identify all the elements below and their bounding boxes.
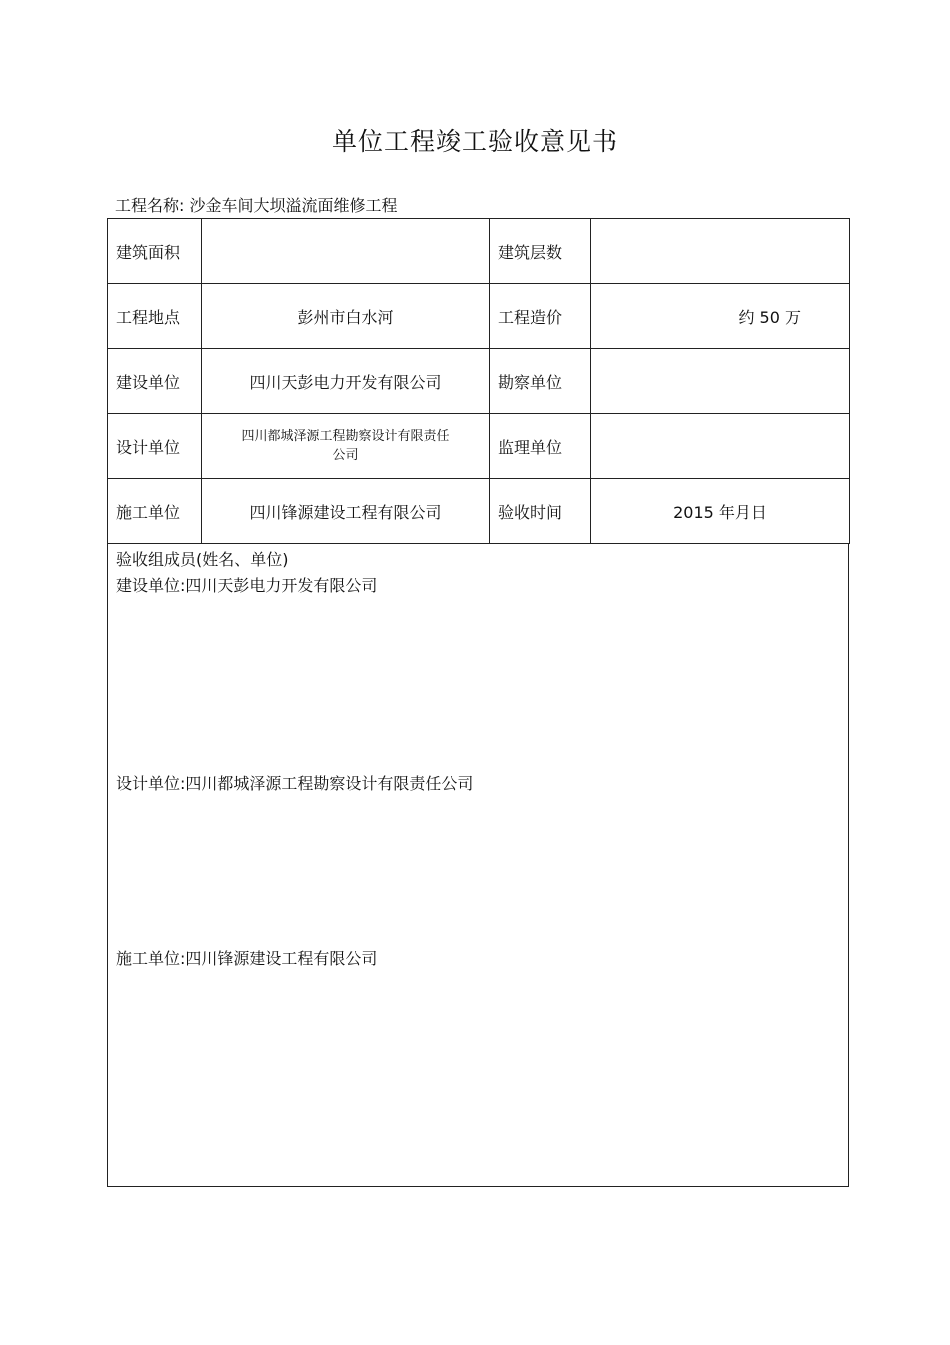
- table-row-location: [108, 284, 850, 349]
- location-value: 彭州市白水河: [202, 284, 490, 349]
- table-row-construction-unit: [108, 349, 850, 414]
- construction-unit-value: 四川天彭电力开发有限公司: [202, 349, 490, 414]
- builder-value: 四川锋源建设工程有限公司: [202, 479, 490, 544]
- table-row-builder: [108, 479, 850, 544]
- table-row-building-area: [108, 219, 850, 284]
- survey-unit-value: [591, 349, 850, 414]
- survey-unit-label: 勘察单位: [490, 349, 591, 414]
- acceptance-time-value: 2015 年月日: [591, 479, 850, 544]
- building-area-label: 建筑面积: [108, 219, 202, 284]
- design-unit-label: 设计单位: [108, 414, 202, 479]
- acceptance-time-label: 验收时间: [490, 479, 591, 544]
- project-name-value: 沙金车间大坝溢流面维修工程: [189, 196, 398, 215]
- members-design-unit: 设计单位:四川都城泽源工程勘察设计有限责任公司: [116, 774, 474, 793]
- construction-unit-label: 建设单位: [108, 349, 202, 414]
- members-builder-unit: 施工单位:四川锋源建设工程有限公司: [116, 949, 378, 968]
- builder-label: 施工单位: [108, 479, 202, 544]
- project-name-line: [115, 193, 398, 216]
- design-unit-value: [202, 414, 490, 479]
- members-heading: 验收组成员(姓名、单位): [116, 550, 289, 569]
- document-title: 单位工程竣工验收意见书: [331, 127, 618, 156]
- building-area-value: [202, 219, 490, 284]
- location-label: 工程地点: [108, 284, 202, 349]
- building-floors-value: [591, 219, 850, 284]
- design-unit-value-line2: 公司: [332, 448, 359, 463]
- table-row-design-unit: [108, 414, 850, 479]
- design-unit-value-line1: 四川都城泽源工程勘察设计有限责任: [241, 429, 450, 444]
- supervision-unit-label: 监理单位: [490, 414, 591, 479]
- project-name-label: 工程名称:: [115, 196, 185, 215]
- acceptance-members-section: [107, 544, 849, 1187]
- cost-value: 约 50 万: [591, 284, 850, 349]
- members-construction-unit: 建设单位:四川天彭电力开发有限公司: [116, 576, 378, 595]
- cost-label: 工程造价: [490, 284, 591, 349]
- acceptance-info-table: [107, 218, 850, 544]
- supervision-unit-value: [591, 414, 850, 479]
- building-floors-label: 建筑层数: [490, 219, 591, 284]
